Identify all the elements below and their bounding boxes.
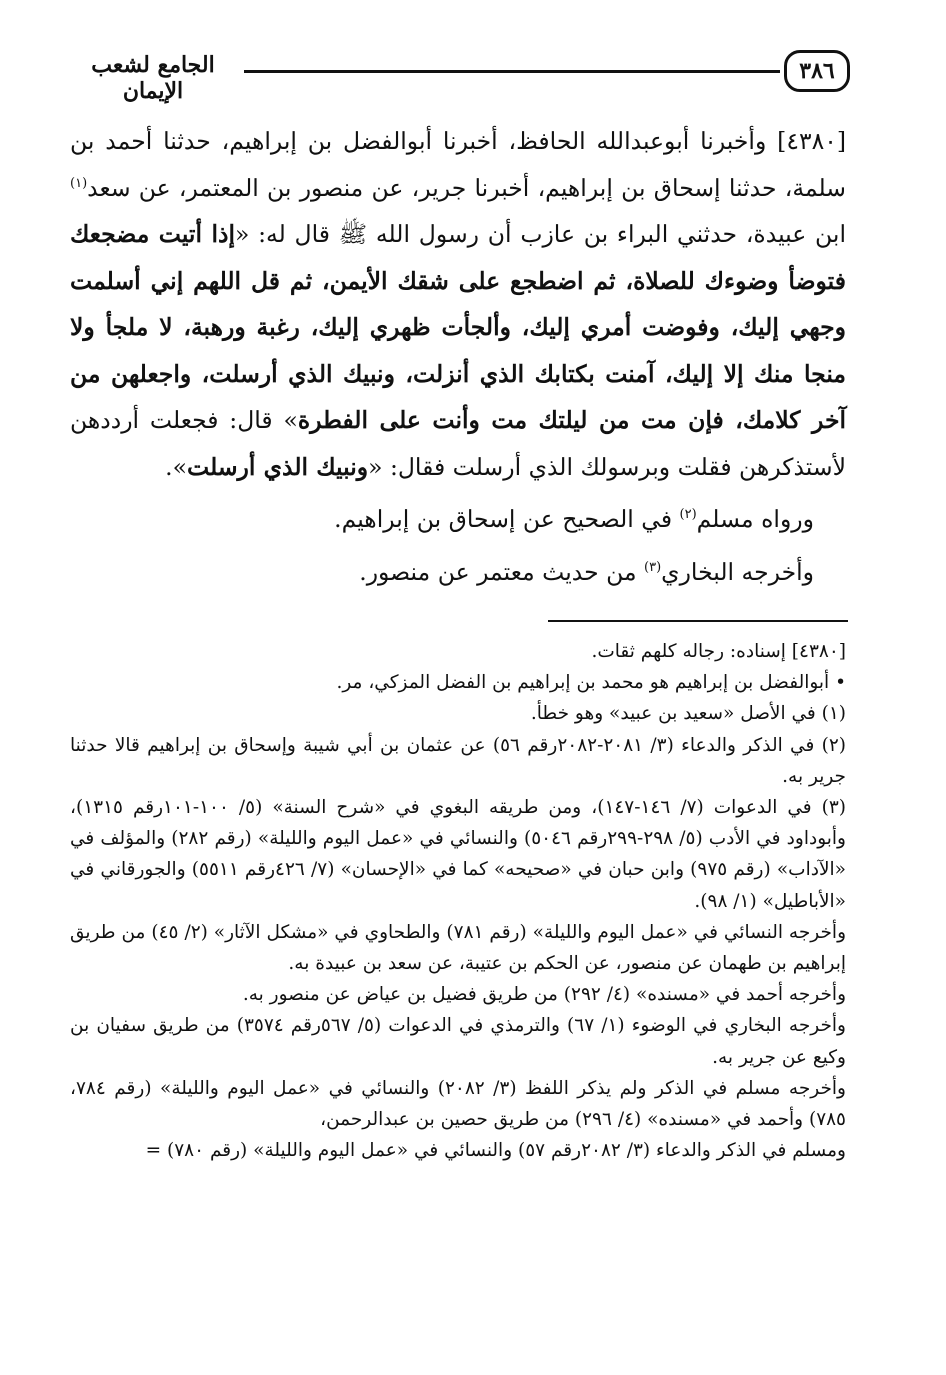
- bukhari-text-b: من حديث معتمر عن منصور.: [359, 557, 645, 586]
- bukhari-text-a: وأخرجه البخاري: [661, 557, 814, 586]
- footnote-3-cont-4: وأخرجه مسلم في الذكر ولم يذكر اللفظ (٣/ ٢٠٨٢) والنسائي في «عمل اليوم والليلة» (رقم ٧٨٤، ٧٨٥) وأحمد في «مسنده» (٤/ ٢٩٦) من طريق حصين بن عبدالرحمن،: [70, 1077, 846, 1131]
- footnote-3: (٣) في الدعوات (٧/ ١٤٦-١٤٧)، ومن طريقه البغوي في «شرح السنة» (٥/ ١٠٠-١٠١رقم ١٣١٥)، وأبوداود في الأدب (٥/ ٢٩٨-٢٩٩رقم ٥٠٤٦) والنسائي في «عمل اليوم والليلة» (رقم ٢٨٢) والمؤلف في «الآداب» (رقم ٩٧٥) وابن حبان في «صحيحه» كما في «الإحسان» (٧/ ٤٢٦رقم ٥٥١١) والجورقاني في «الأباطيل» (١/ ٩٨).: [70, 797, 846, 912]
- isnad-text-2: ابن عبيدة، حدثني البراء بن عازب أن رسول الله ﷺ قال له: «: [234, 220, 846, 248]
- footnote-1: (١) في الأصل «سعيد بن عبيد» وهو خطأ.: [530, 703, 846, 725]
- footnote-ref-2: (٢): [679, 507, 697, 523]
- closing-quote: ».: [165, 452, 187, 481]
- main-text: [70, 118, 846, 595]
- hadith-matn: إذا أتيت مضجعك فتوضأ وضوءك للصلاة، ثم اضطجع على شقك الأيمن، ثم قل اللهم إني أسلمت وجهي إليك، وفوضت أمري إليك، وألجأت ظهري إليك، رغبة ورهبة، لا ملجأ ولا منجا منك إلا إليك، آمنت بكتابك الذي أنزلت، ونبيك الذي أرسلت، واجعلهن من آخر كلامك، فإن مت من ليلتك مت وأنت على الفطرة: [70, 220, 847, 434]
- footnote-2: (٢) في الذكر والدعاء (٣/ ٢٠٨١-٢٠٨٢رقم ٥٦) عن عثمان بن أبي شيبة وإسحاق بن إبراهيم قالا حدثنا جرير به.: [70, 734, 846, 787]
- page-number: ٣٨٦: [784, 50, 850, 92]
- muslim-text-b: في الصحيح عن إسحاق بن إبراهيم.: [334, 505, 680, 533]
- narration-text: » قال: فجعلت أرددهن لأستذكرهن فقلت وبرسولك الذي أرسلت فقال: «: [70, 406, 846, 481]
- muslim-line: [70, 496, 846, 543]
- footnote-3-cont-1: وأخرجه النسائي في «عمل اليوم والليلة» (رقم ٧٨١) والطحاوي في «مشكل الآثار» (٢/ ٤٥) من طريق إبراهيم بن طهمان عن منصور، عن الحكم بن عتيبة، عن سعد بن عبيدة به.: [70, 921, 847, 975]
- note-isnad: [٤٣٨٠] إسناده: رجاله كلهم ثقات.: [591, 641, 846, 662]
- note-narrator: • أبوالفضل بن إبراهيم هو محمد بن إبراهيم بن الفضل المزكي، مر.: [336, 672, 846, 694]
- footnote-ref-3: (٣): [644, 559, 662, 575]
- footnotes: [70, 636, 846, 1166]
- hadith-number: [٤٣٨٠]: [777, 127, 846, 155]
- footnote-ref-1: (١): [70, 175, 88, 191]
- page-header: [64, 42, 850, 102]
- isnad-text: وأخبرنا أبوعبدالله الحافظ، أخبرنا أبوالفضل بن إبراهيم، حدثنا أحمد بن سلمة، حدثنا إسحاق بن إبراهيم، أخبرنا جرير، عن منصور بن المعتمر، عن سعد: [70, 127, 846, 202]
- bukhari-line: [70, 549, 846, 596]
- footnote-3-cont-2: وأخرجه أحمد في «مسنده» (٤/ ٢٩٢) من طريق فضيل بن عياض عن منصور به.: [242, 984, 846, 1006]
- footnote-3-cont-3: وأخرجه البخاري في الوضوء (١/ ٦٧) والترمذي في الدعوات (٥/ ٥٦٧رقم ٣٥٧٤) من طريق سفيان بن وكيع عن جرير به.: [70, 1015, 846, 1068]
- header-rule: [244, 70, 780, 73]
- book-title: الجامع لشعب الإيمان: [91, 52, 215, 104]
- footnote-divider: [548, 620, 848, 622]
- muslim-text-a: ورواه مسلم: [696, 505, 814, 533]
- hadith-matn-2: ونبيك الذي أرسلت: [187, 452, 369, 481]
- footnote-3-cont-5: ومسلم في الذكر والدعاء (٣/ ٢٠٨٢رقم ٥٧) والنسائي في «عمل اليوم والليلة» (رقم ٧٨٠) =: [145, 1140, 846, 1162]
- hadith-paragraph: [70, 118, 846, 490]
